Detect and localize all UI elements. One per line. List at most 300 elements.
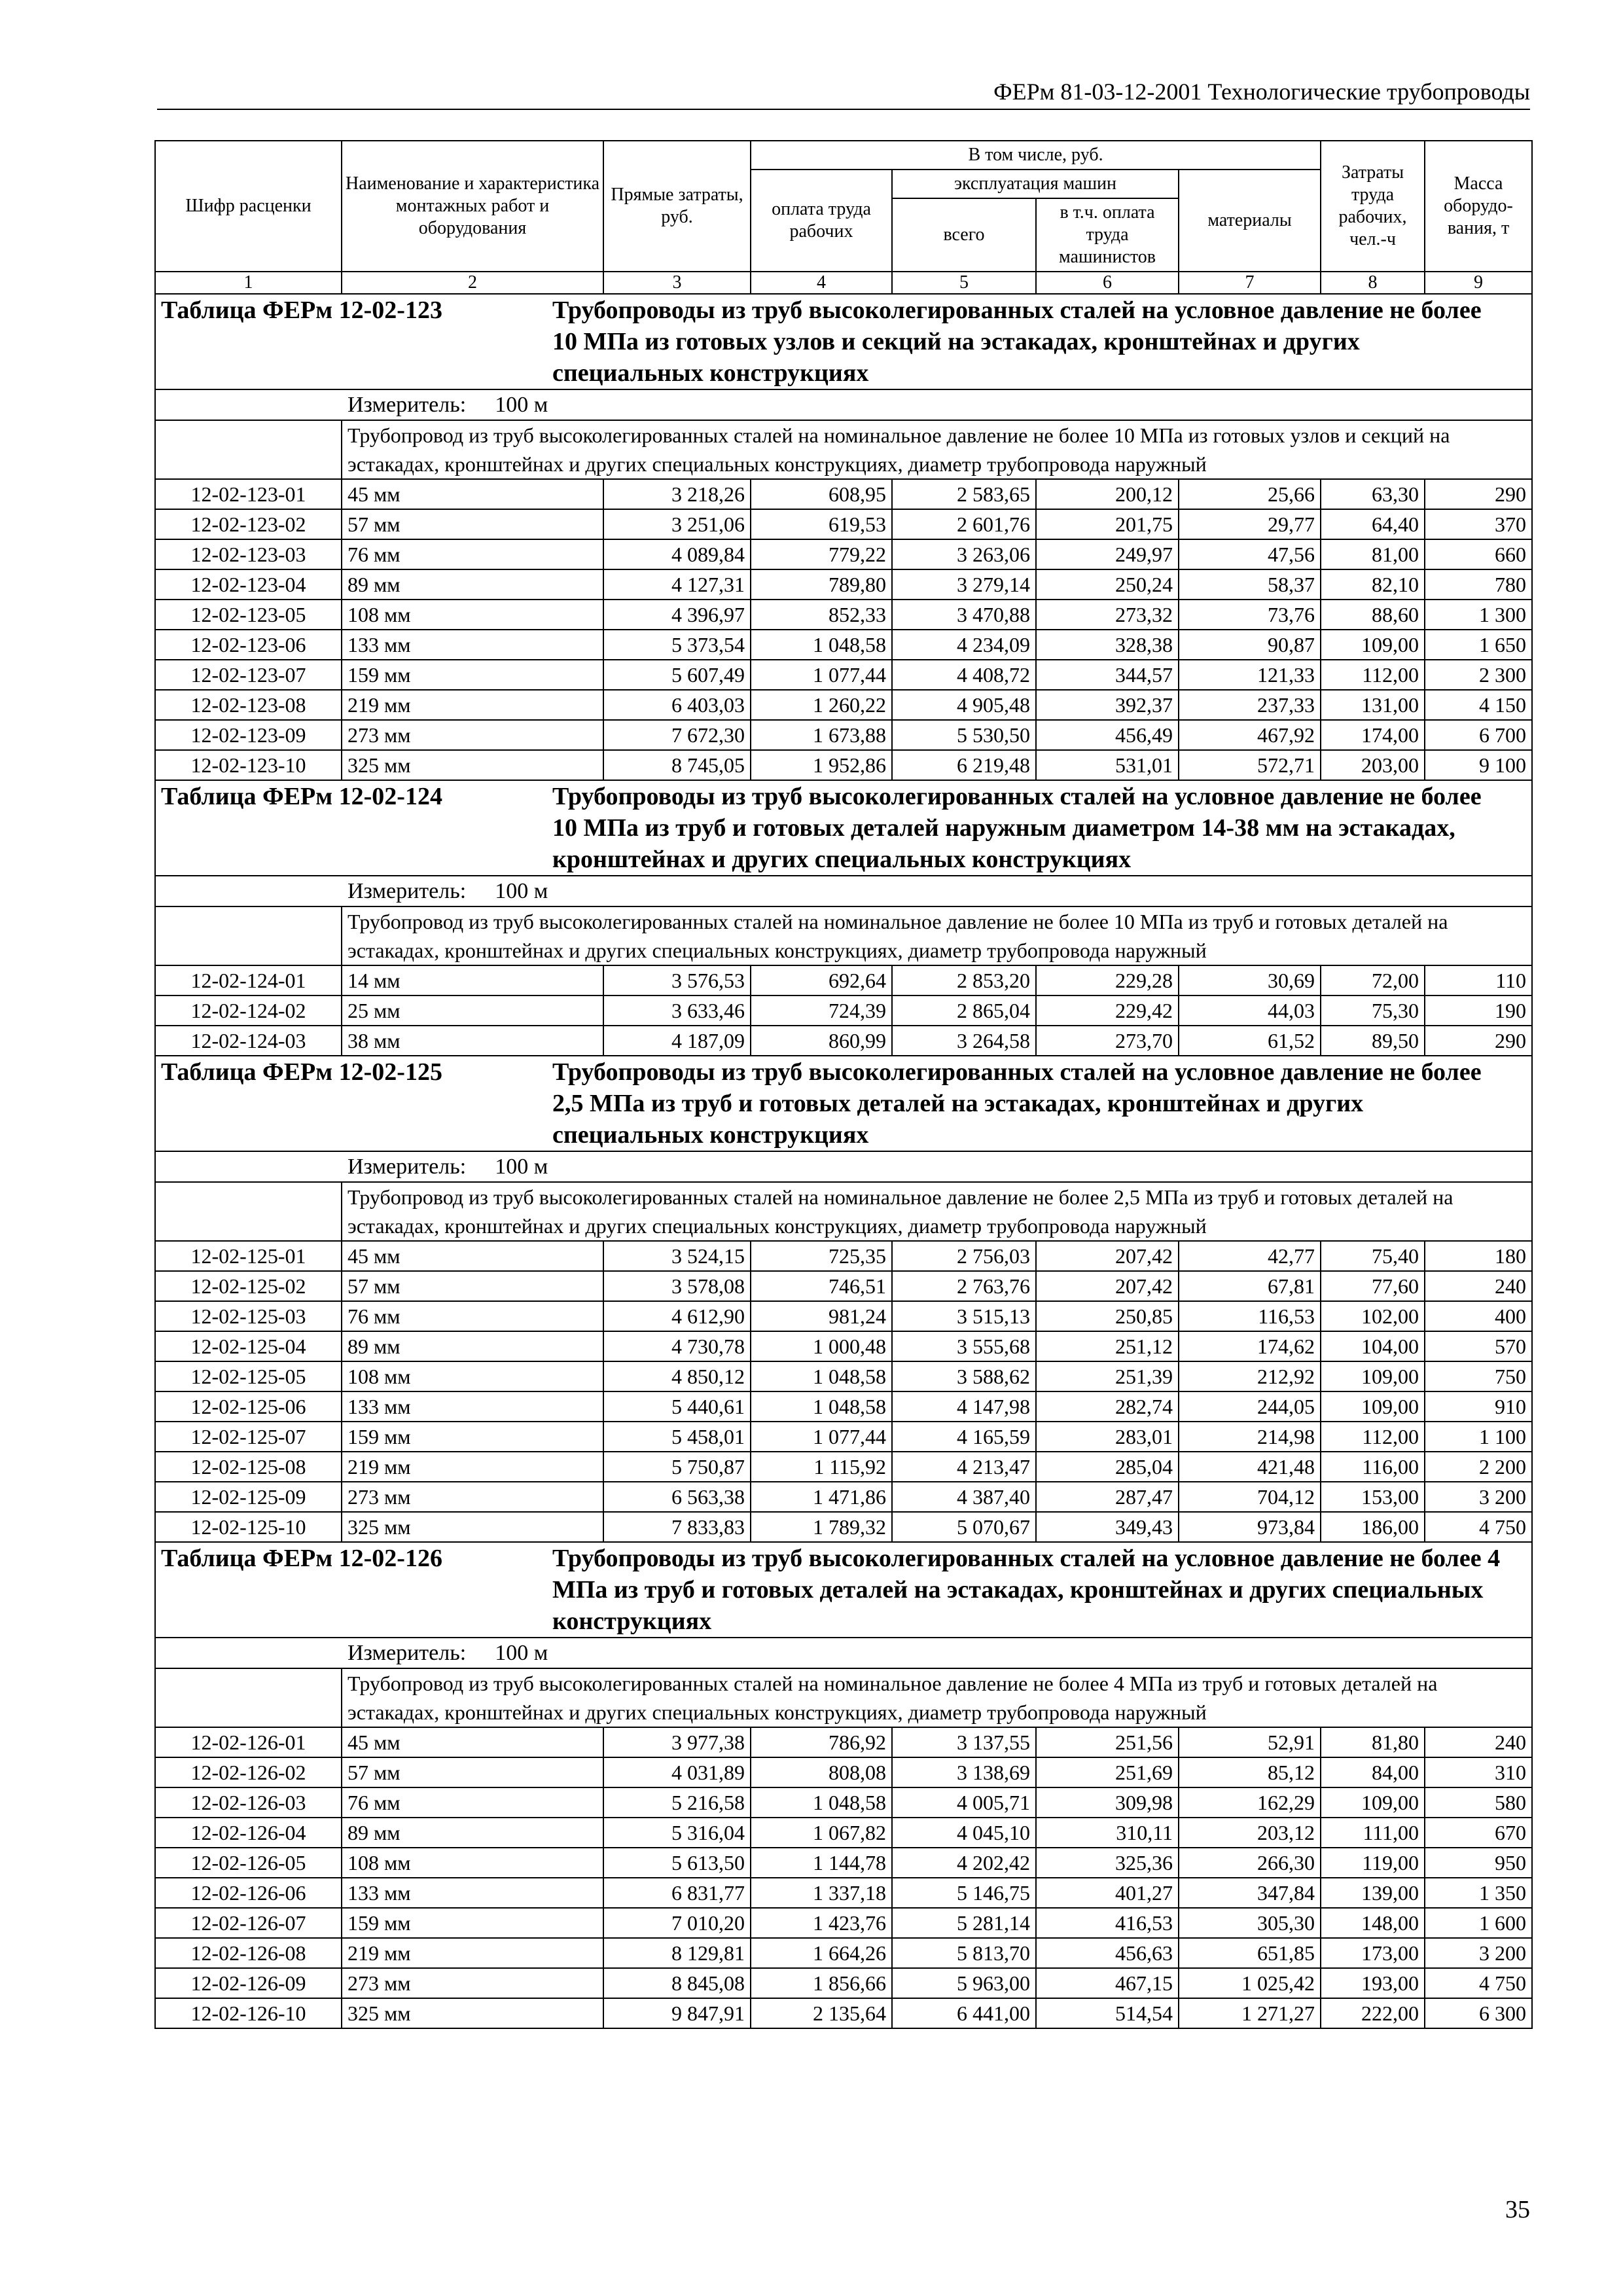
- cell-labor-hours: 104,00: [1321, 1331, 1425, 1361]
- col-number: 5: [892, 272, 1036, 294]
- table-row: [155, 1482, 1532, 1512]
- cell-direct-cost: 4 127,31: [603, 569, 751, 600]
- cell-labor-hours: 148,00: [1321, 1908, 1425, 1938]
- cell-name: 89 мм: [342, 1818, 603, 1848]
- cell-direct-cost: 4 612,90: [603, 1301, 751, 1331]
- cell-direct-cost: 5 607,49: [603, 660, 751, 690]
- cell-machines-total: 2 853,20: [892, 965, 1036, 996]
- cell-mass: 780: [1425, 569, 1532, 600]
- cell-labor-pay: 1 856,66: [751, 1968, 892, 1998]
- cell-labor-pay: 692,64: [751, 965, 892, 996]
- cell-labor-pay: 725,35: [751, 1241, 892, 1271]
- cell-name: 159 мм: [342, 1422, 603, 1452]
- cell-labor-pay: 1 048,58: [751, 630, 892, 660]
- section-unit-row: [155, 389, 1532, 420]
- cell-direct-cost: 4 089,84: [603, 539, 751, 569]
- cell-labor-pay: 1 048,58: [751, 1391, 892, 1422]
- cell-direct-cost: 3 977,38: [603, 1727, 751, 1757]
- cell-direct-cost: 5 458,01: [603, 1422, 751, 1452]
- cell-code: 12-02-126-01: [155, 1727, 342, 1757]
- cell-mass: 1 300: [1425, 600, 1532, 630]
- cell-machinist-pay: 310,11: [1036, 1818, 1179, 1848]
- cell-code: 12-02-125-03: [155, 1301, 342, 1331]
- cell-labor-pay: 746,51: [751, 1271, 892, 1301]
- table-row: [155, 1452, 1532, 1482]
- cell-labor-hours: 75,30: [1321, 996, 1425, 1026]
- cell-code: 12-02-126-05: [155, 1848, 342, 1878]
- cell-machines-total: 2 756,03: [892, 1241, 1036, 1271]
- cell-machines-total: 4 387,40: [892, 1482, 1036, 1512]
- cell-materials: 347,84: [1179, 1878, 1321, 1908]
- unit-label: Измеритель:: [348, 1155, 467, 1179]
- table-row: [155, 1026, 1532, 1056]
- cell-name: 325 мм: [342, 750, 603, 780]
- cell-machinist-pay: 207,42: [1036, 1241, 1179, 1271]
- cell-mass: 2 300: [1425, 660, 1532, 690]
- rates-table: [154, 140, 1533, 2029]
- col-header-incl: В том числе, руб.: [751, 141, 1321, 170]
- cell-direct-cost: 8 845,08: [603, 1968, 751, 1998]
- cell-labor-pay: 786,92: [751, 1727, 892, 1757]
- page-number: 35: [1505, 2196, 1530, 2223]
- col-header-mass: Масса оборудо-вания, т: [1425, 141, 1532, 272]
- cell-name: 89 мм: [342, 1331, 603, 1361]
- cell-labor-pay: 619,53: [751, 509, 892, 539]
- cell-machinist-pay: 273,32: [1036, 600, 1179, 630]
- cell-direct-cost: 4 730,78: [603, 1331, 751, 1361]
- cell-code: 12-02-123-09: [155, 720, 342, 750]
- cell-labor-hours: 109,00: [1321, 1391, 1425, 1422]
- cell-materials: 174,62: [1179, 1331, 1321, 1361]
- cell-direct-cost: 3 576,53: [603, 965, 751, 996]
- cell-labor-pay: 1 115,92: [751, 1452, 892, 1482]
- cell-code: 12-02-126-06: [155, 1878, 342, 1908]
- cell-mass: 110: [1425, 965, 1532, 996]
- cell-labor-hours: 119,00: [1321, 1848, 1425, 1878]
- cell-labor-hours: 174,00: [1321, 720, 1425, 750]
- table-row: [155, 1391, 1532, 1422]
- cell-machinist-pay: 250,85: [1036, 1301, 1179, 1331]
- cell-materials: 25,66: [1179, 479, 1321, 509]
- cell-machines-total: 2 601,76: [892, 509, 1036, 539]
- table-row: [155, 1301, 1532, 1331]
- cell-labor-pay: 1 471,86: [751, 1482, 892, 1512]
- col-number: 2: [342, 272, 603, 294]
- cell-materials: 572,71: [1179, 750, 1321, 780]
- cell-machinist-pay: 392,37: [1036, 690, 1179, 720]
- cell-direct-cost: 8 745,05: [603, 750, 751, 780]
- cell-labor-hours: 193,00: [1321, 1968, 1425, 1998]
- section-description: Трубопровод из труб высоколегированных сталей на номинальное давление не более 10 МПа из труб и готовых деталей на эстакадах, кронштейнах и других специальных конструкциях, диаметр трубопровода наружный: [342, 906, 1532, 965]
- cell-labor-pay: 1 664,26: [751, 1938, 892, 1968]
- cell-machines-total: 4 408,72: [892, 660, 1036, 690]
- cell-labor-pay: 1 260,22: [751, 690, 892, 720]
- unit-value: 100 м: [495, 1155, 548, 1179]
- cell-labor-pay: 1 952,86: [751, 750, 892, 780]
- section-title-row: [155, 780, 1532, 876]
- cell-materials: 1 025,42: [1179, 1968, 1321, 1998]
- cell-name: 14 мм: [342, 965, 603, 996]
- cell-materials: 85,12: [1179, 1757, 1321, 1787]
- cell-materials: 244,05: [1179, 1391, 1321, 1422]
- cell-code: 12-02-123-06: [155, 630, 342, 660]
- cell-labor-hours: 203,00: [1321, 750, 1425, 780]
- cell-code: 12-02-125-05: [155, 1361, 342, 1391]
- cell-direct-cost: 9 847,91: [603, 1998, 751, 2028]
- cell-code: 12-02-126-10: [155, 1998, 342, 2028]
- section-title: Трубопроводы из труб высоколегированных сталей на условное давление не более 4 МПа из труб и готовых деталей на эстакадах, кронштейнах и других специальных конструкциях: [552, 1545, 1501, 1635]
- table-row: [155, 1361, 1532, 1391]
- col-number-row: [155, 272, 1532, 294]
- cell-direct-cost: 5 373,54: [603, 630, 751, 660]
- cell-mass: 570: [1425, 1331, 1532, 1361]
- cell-labor-pay: 852,33: [751, 600, 892, 630]
- cell-labor-hours: 112,00: [1321, 1422, 1425, 1452]
- cell-materials: 212,92: [1179, 1361, 1321, 1391]
- cell-mass: 6 700: [1425, 720, 1532, 750]
- cell-machinist-pay: 251,56: [1036, 1727, 1179, 1757]
- cell-machines-total: 5 963,00: [892, 1968, 1036, 1998]
- table-row: [155, 1848, 1532, 1878]
- cell-mass: 2 200: [1425, 1452, 1532, 1482]
- cell-machines-total: 5 281,14: [892, 1908, 1036, 1938]
- cell-machines-total: 3 138,69: [892, 1757, 1036, 1787]
- section-title-row: [155, 294, 1532, 389]
- cell-materials: 42,77: [1179, 1241, 1321, 1271]
- cell-materials: 266,30: [1179, 1848, 1321, 1878]
- section-title-cell: [155, 1542, 1532, 1638]
- cell-name: 108 мм: [342, 1361, 603, 1391]
- description-blank: [155, 906, 342, 965]
- cell-machinist-pay: 249,97: [1036, 539, 1179, 569]
- cell-name: 76 мм: [342, 539, 603, 569]
- cell-machinist-pay: 531,01: [1036, 750, 1179, 780]
- cell-machinist-pay: 287,47: [1036, 1482, 1179, 1512]
- table-row: [155, 996, 1532, 1026]
- cell-labor-pay: 608,95: [751, 479, 892, 509]
- cell-code: 12-02-126-04: [155, 1818, 342, 1848]
- cell-machinist-pay: 349,43: [1036, 1512, 1179, 1542]
- cell-direct-cost: 6 831,77: [603, 1878, 751, 1908]
- cell-machines-total: 2 865,04: [892, 996, 1036, 1026]
- cell-machines-total: 3 264,58: [892, 1026, 1036, 1056]
- cell-labor-hours: 109,00: [1321, 630, 1425, 660]
- cell-labor-pay: 1 000,48: [751, 1331, 892, 1361]
- cell-code: 12-02-123-04: [155, 569, 342, 600]
- cell-labor-pay: 789,80: [751, 569, 892, 600]
- section-unit-cell: [155, 876, 1532, 906]
- col-number: 4: [751, 272, 892, 294]
- cell-code: 12-02-123-05: [155, 600, 342, 630]
- cell-labor-pay: 1 048,58: [751, 1361, 892, 1391]
- cell-machinist-pay: 467,15: [1036, 1968, 1179, 1998]
- section-label: Таблица ФЕРм 12-02-123: [161, 296, 442, 324]
- cell-direct-cost: 4 850,12: [603, 1361, 751, 1391]
- cell-materials: 421,48: [1179, 1452, 1321, 1482]
- table-row: [155, 1512, 1532, 1542]
- cell-labor-hours: 88,60: [1321, 600, 1425, 630]
- table-row: [155, 750, 1532, 780]
- cell-code: 12-02-125-01: [155, 1241, 342, 1271]
- cell-name: 25 мм: [342, 996, 603, 1026]
- table-row: [155, 600, 1532, 630]
- section-unit-row: [155, 876, 1532, 906]
- cell-name: 45 мм: [342, 1241, 603, 1271]
- cell-labor-hours: 77,60: [1321, 1271, 1425, 1301]
- cell-labor-pay: 808,08: [751, 1757, 892, 1787]
- cell-direct-cost: 6 563,38: [603, 1482, 751, 1512]
- cell-code: 12-02-125-10: [155, 1512, 342, 1542]
- section-unit-cell: [155, 1638, 1532, 1668]
- cell-mass: 190: [1425, 996, 1532, 1026]
- cell-mass: 370: [1425, 509, 1532, 539]
- cell-code: 12-02-126-03: [155, 1787, 342, 1818]
- cell-name: 159 мм: [342, 1908, 603, 1938]
- cell-mass: 4 750: [1425, 1512, 1532, 1542]
- col-header-direct: Прямые затраты, руб.: [603, 141, 751, 272]
- cell-materials: 29,77: [1179, 509, 1321, 539]
- cell-materials: 305,30: [1179, 1908, 1321, 1938]
- cell-labor-hours: 186,00: [1321, 1512, 1425, 1542]
- cell-direct-cost: 5 316,04: [603, 1818, 751, 1848]
- cell-name: 133 мм: [342, 1391, 603, 1422]
- table-row: [155, 1727, 1532, 1757]
- table-row: [155, 1241, 1532, 1271]
- cell-name: 273 мм: [342, 720, 603, 750]
- section-label: Таблица ФЕРм 12-02-126: [161, 1545, 442, 1572]
- cell-machines-total: 5 813,70: [892, 1938, 1036, 1968]
- cell-materials: 73,76: [1179, 600, 1321, 630]
- cell-direct-cost: 3 633,46: [603, 996, 751, 1026]
- cell-code: 12-02-125-02: [155, 1271, 342, 1301]
- cell-labor-pay: 1 067,82: [751, 1818, 892, 1848]
- cell-machines-total: 3 137,55: [892, 1727, 1036, 1757]
- cell-machinist-pay: 201,75: [1036, 509, 1179, 539]
- cell-name: 76 мм: [342, 1787, 603, 1818]
- unit-label: Измеритель:: [348, 393, 467, 417]
- cell-name: 219 мм: [342, 1452, 603, 1482]
- cell-materials: 30,69: [1179, 965, 1321, 996]
- cell-machinist-pay: 283,01: [1036, 1422, 1179, 1452]
- cell-mass: 1 100: [1425, 1422, 1532, 1452]
- cell-labor-pay: 1 077,44: [751, 660, 892, 690]
- cell-name: 159 мм: [342, 660, 603, 690]
- cell-mass: 950: [1425, 1848, 1532, 1878]
- cell-machines-total: 5 530,50: [892, 720, 1036, 750]
- cell-code: 12-02-125-08: [155, 1452, 342, 1482]
- section-description-row: [155, 420, 1532, 479]
- cell-labor-hours: 111,00: [1321, 1818, 1425, 1848]
- cell-machinist-pay: 251,12: [1036, 1331, 1179, 1361]
- cell-machinist-pay: 250,24: [1036, 569, 1179, 600]
- cell-machines-total: 3 555,68: [892, 1331, 1036, 1361]
- cell-labor-pay: 724,39: [751, 996, 892, 1026]
- cell-code: 12-02-126-08: [155, 1938, 342, 1968]
- table-row: [155, 1938, 1532, 1968]
- cell-machines-total: 2 583,65: [892, 479, 1036, 509]
- section-title: Трубопроводы из труб высоколегированных сталей на условное давление не более 10 МПа из готовых узлов и секций на эстакадах, кронштейнах и других специальных конструкциях: [552, 296, 1482, 387]
- cell-machines-total: 6 219,48: [892, 750, 1036, 780]
- section-unit-row: [155, 1638, 1532, 1668]
- cell-name: 219 мм: [342, 1938, 603, 1968]
- col-header-machinist-pay: в т.ч. оплата труда машинистов: [1036, 198, 1179, 272]
- col-number: 7: [1179, 272, 1321, 294]
- section-unit-cell: [155, 389, 1532, 420]
- cell-machines-total: 4 234,09: [892, 630, 1036, 660]
- cell-direct-cost: 5 613,50: [603, 1848, 751, 1878]
- section-title-cell: [155, 780, 1532, 876]
- cell-labor-hours: 109,00: [1321, 1361, 1425, 1391]
- cell-code: 12-02-125-04: [155, 1331, 342, 1361]
- cell-labor-pay: 1 077,44: [751, 1422, 892, 1452]
- cell-direct-cost: 3 524,15: [603, 1241, 751, 1271]
- cell-name: 38 мм: [342, 1026, 603, 1056]
- col-number: 1: [155, 272, 342, 294]
- cell-labor-pay: 779,22: [751, 539, 892, 569]
- cell-direct-cost: 5 750,87: [603, 1452, 751, 1482]
- cell-name: 45 мм: [342, 479, 603, 509]
- cell-mass: 290: [1425, 1026, 1532, 1056]
- unit-value: 100 м: [495, 879, 548, 903]
- unit-label: Измеритель:: [348, 1641, 467, 1665]
- cell-labor-hours: 63,30: [1321, 479, 1425, 509]
- cell-direct-cost: 3 578,08: [603, 1271, 751, 1301]
- cell-machinist-pay: 282,74: [1036, 1391, 1179, 1422]
- cell-mass: 660: [1425, 539, 1532, 569]
- cell-labor-pay: 1 144,78: [751, 1848, 892, 1878]
- cell-mass: 910: [1425, 1391, 1532, 1422]
- table-row: [155, 1968, 1532, 1998]
- table-row: [155, 965, 1532, 996]
- cell-machinist-pay: 416,53: [1036, 1908, 1179, 1938]
- cell-machines-total: 4 005,71: [892, 1787, 1036, 1818]
- cell-machinist-pay: 401,27: [1036, 1878, 1179, 1908]
- cell-labor-hours: 84,00: [1321, 1757, 1425, 1787]
- cell-machines-total: 3 279,14: [892, 569, 1036, 600]
- cell-materials: 214,98: [1179, 1422, 1321, 1452]
- cell-labor-pay: 860,99: [751, 1026, 892, 1056]
- cell-materials: 52,91: [1179, 1727, 1321, 1757]
- description-blank: [155, 420, 342, 479]
- cell-machines-total: 3 470,88: [892, 600, 1036, 630]
- section-unit-cell: [155, 1151, 1532, 1182]
- cell-name: 45 мм: [342, 1727, 603, 1757]
- section-description-row: [155, 1668, 1532, 1727]
- table-row: [155, 1998, 1532, 2028]
- cell-code: 12-02-125-09: [155, 1482, 342, 1512]
- cell-machinist-pay: 328,38: [1036, 630, 1179, 660]
- cell-mass: 670: [1425, 1818, 1532, 1848]
- cell-labor-hours: 173,00: [1321, 1938, 1425, 1968]
- table-row: [155, 1757, 1532, 1787]
- cell-machinist-pay: 229,28: [1036, 965, 1179, 996]
- cell-labor-pay: 1 789,32: [751, 1512, 892, 1542]
- cell-code: 12-02-125-06: [155, 1391, 342, 1422]
- table-row: [155, 660, 1532, 690]
- cell-machinist-pay: 251,69: [1036, 1757, 1179, 1787]
- cell-name: 273 мм: [342, 1482, 603, 1512]
- cell-code: 12-02-126-02: [155, 1757, 342, 1787]
- cell-mass: 180: [1425, 1241, 1532, 1271]
- cell-machinist-pay: 207,42: [1036, 1271, 1179, 1301]
- cell-code: 12-02-123-08: [155, 690, 342, 720]
- cell-materials: 44,03: [1179, 996, 1321, 1026]
- col-header-code: Шифр расценки: [155, 141, 342, 272]
- cell-name: 325 мм: [342, 1998, 603, 2028]
- cell-materials: 116,53: [1179, 1301, 1321, 1331]
- cell-mass: 1 600: [1425, 1908, 1532, 1938]
- cell-materials: 1 271,27: [1179, 1998, 1321, 2028]
- cell-labor-hours: 139,00: [1321, 1878, 1425, 1908]
- cell-direct-cost: 4 396,97: [603, 600, 751, 630]
- cell-machines-total: 4 202,42: [892, 1848, 1036, 1878]
- cell-name: 133 мм: [342, 630, 603, 660]
- cell-materials: 61,52: [1179, 1026, 1321, 1056]
- cell-materials: 162,29: [1179, 1787, 1321, 1818]
- cell-direct-cost: 3 218,26: [603, 479, 751, 509]
- cell-code: 12-02-125-07: [155, 1422, 342, 1452]
- cell-machinist-pay: 309,98: [1036, 1787, 1179, 1818]
- cell-code: 12-02-126-07: [155, 1908, 342, 1938]
- table-row: [155, 539, 1532, 569]
- section-description-row: [155, 1182, 1532, 1241]
- cell-machinist-pay: 229,42: [1036, 996, 1179, 1026]
- cell-machinist-pay: 200,12: [1036, 479, 1179, 509]
- cell-machinist-pay: 285,04: [1036, 1452, 1179, 1482]
- cell-machines-total: 4 165,59: [892, 1422, 1036, 1452]
- table-row: [155, 1422, 1532, 1452]
- section-description: Трубопровод из труб высоколегированных сталей на номинальное давление не более 4 МПа из труб и готовых деталей на эстакадах, кронштейнах и других специальных конструкциях, диаметр трубопровода наружный: [342, 1668, 1532, 1727]
- cell-code: 12-02-123-03: [155, 539, 342, 569]
- cell-labor-pay: 1 673,88: [751, 720, 892, 750]
- section-title-row: [155, 1542, 1532, 1638]
- table-row: [155, 569, 1532, 600]
- cell-materials: 47,56: [1179, 539, 1321, 569]
- cell-name: 76 мм: [342, 1301, 603, 1331]
- description-blank: [155, 1668, 342, 1727]
- table-row: [155, 630, 1532, 660]
- cell-code: 12-02-123-02: [155, 509, 342, 539]
- cell-labor-pay: 1 423,76: [751, 1908, 892, 1938]
- cell-mass: 240: [1425, 1271, 1532, 1301]
- cell-mass: 9 100: [1425, 750, 1532, 780]
- cell-labor-hours: 64,40: [1321, 509, 1425, 539]
- cell-labor-pay: 2 135,64: [751, 1998, 892, 2028]
- cell-mass: 580: [1425, 1787, 1532, 1818]
- section-description: Трубопровод из труб высоколегированных сталей на номинальное давление не более 2,5 МПа из труб и готовых деталей на эстакадах, кронштейнах и других специальных конструкциях, диаметр трубопровода наружный: [342, 1182, 1532, 1241]
- table-row: [155, 1818, 1532, 1848]
- description-blank: [155, 1182, 342, 1241]
- col-number: 9: [1425, 272, 1532, 294]
- cell-code: 12-02-126-09: [155, 1968, 342, 1998]
- cell-mass: 290: [1425, 479, 1532, 509]
- cell-labor-hours: 72,00: [1321, 965, 1425, 996]
- cell-name: 108 мм: [342, 1848, 603, 1878]
- cell-materials: 704,12: [1179, 1482, 1321, 1512]
- section-title-row: [155, 1056, 1532, 1151]
- cell-labor-hours: 222,00: [1321, 1998, 1425, 2028]
- cell-direct-cost: 5 440,61: [603, 1391, 751, 1422]
- cell-name: 89 мм: [342, 569, 603, 600]
- cell-code: 12-02-124-02: [155, 996, 342, 1026]
- col-header-labor-pay: оплата труда рабочих: [751, 170, 892, 272]
- cell-mass: 240: [1425, 1727, 1532, 1757]
- cell-materials: 467,92: [1179, 720, 1321, 750]
- cell-mass: 3 200: [1425, 1482, 1532, 1512]
- cell-mass: 4 750: [1425, 1968, 1532, 1998]
- cell-labor-hours: 89,50: [1321, 1026, 1425, 1056]
- cell-labor-hours: 153,00: [1321, 1482, 1425, 1512]
